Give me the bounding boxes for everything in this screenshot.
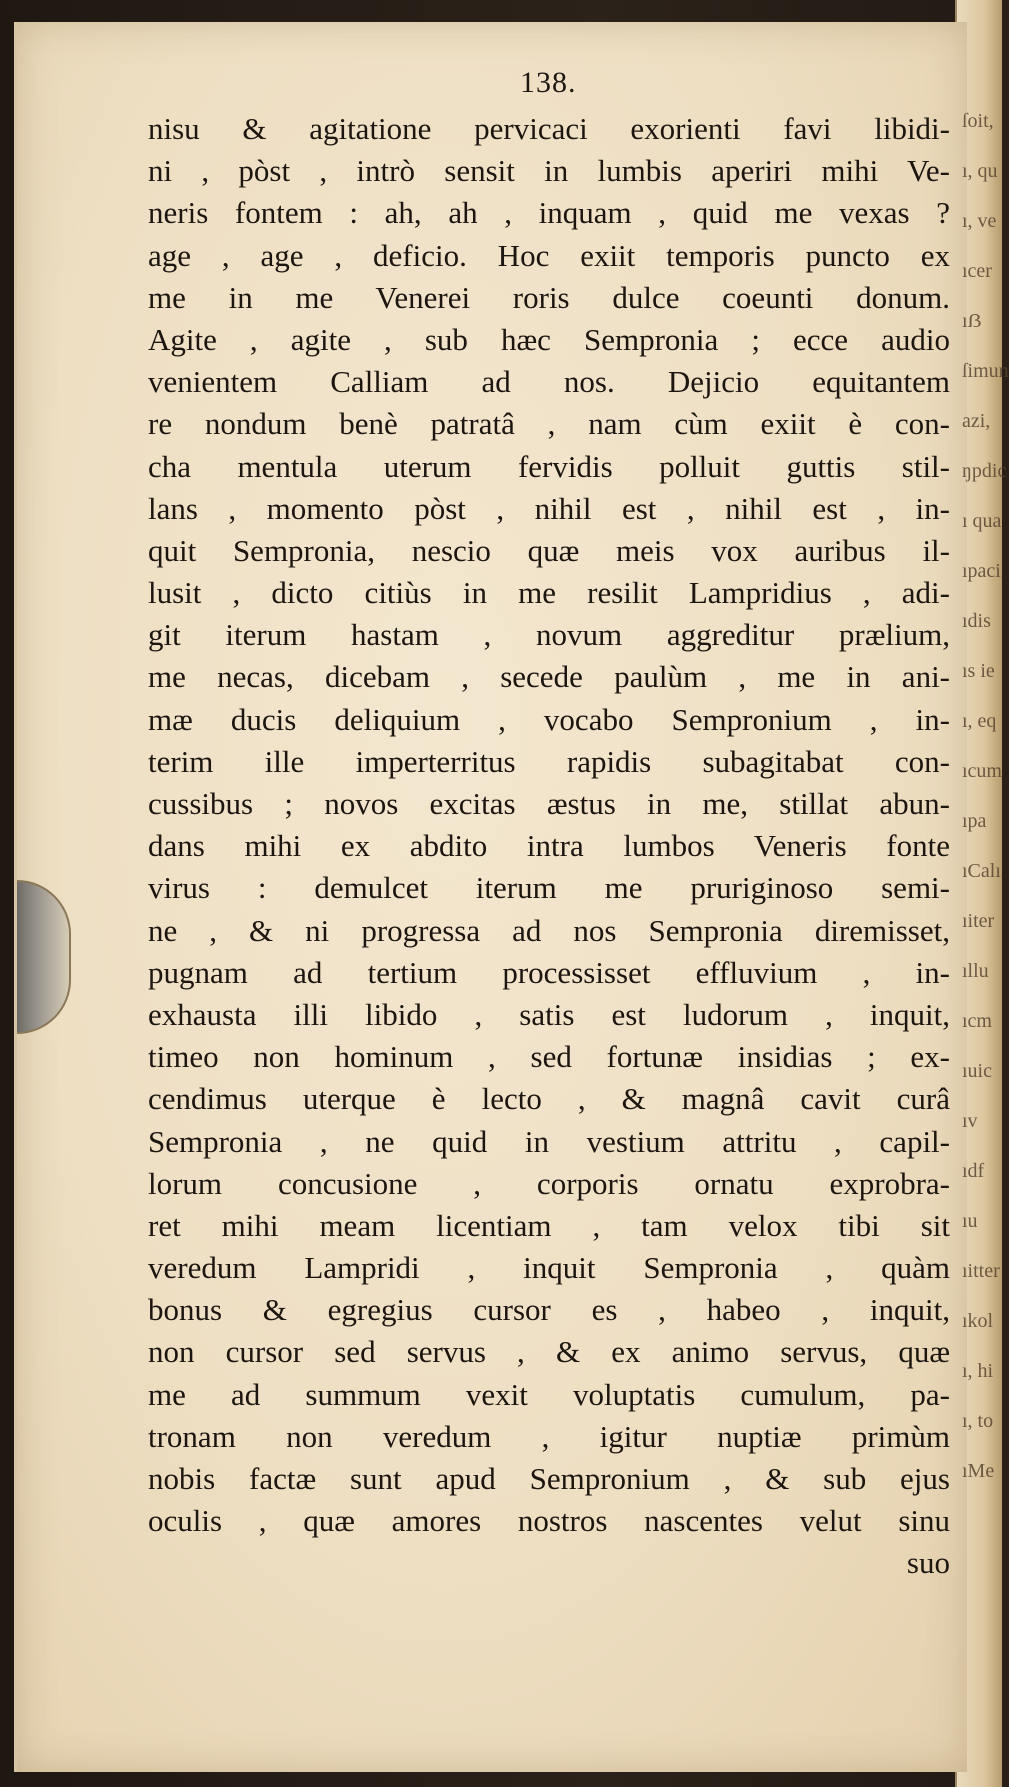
text-line: cussibus ; novos excitas æstus in me, stillat abun-: [148, 786, 950, 821]
text-line: lans , momento pòst , nihil est , nihil est , in-: [148, 490, 950, 526]
margin-fragment: ıẞ: [962, 310, 982, 332]
margin-fragment: ıitter: [962, 1260, 1000, 1282]
text-line: exhausta illi libido , satis est ludorum , inquit,: [148, 996, 950, 1032]
margin-fragment: azi,: [962, 410, 991, 432]
margin-fragment: ı, eq: [962, 710, 997, 732]
text-line: timeo non hominum , sed fortunæ insidias ; ex-: [148, 1039, 950, 1075]
text-line: Sempronia , ne quid in vestium attritu , capil-: [148, 1123, 950, 1159]
text-line: ni , pòst , intrò sensit in lumbis aperiri mihi Ve-: [148, 153, 950, 189]
margin-fragment: ı qua: [962, 510, 1002, 532]
margin-fragment: ıcm: [962, 1010, 992, 1032]
margin-fragment: ı, hi: [962, 1360, 994, 1382]
margin-fragment: ſimun: [962, 360, 1009, 382]
text-line: ne , & ni progressa ad nos Sempronia diremisset,: [148, 912, 950, 948]
margin-fragment: ıMe: [962, 1460, 995, 1482]
margin-fragment: ıu: [962, 1210, 978, 1232]
margin-fragment: ŋpdic: [962, 460, 1007, 482]
text-line: neris fontem : ah, ah , inquam , quid me vexas ?: [148, 195, 950, 231]
text-line: bonus & egregius cursor es , habeo , inquit,: [148, 1292, 950, 1328]
margin-fragment: ſoit,: [962, 110, 994, 132]
text-line: oculis , quæ amores nostros nascentes velut sinu: [148, 1503, 950, 1539]
text-line: Agite , agite , sub hæc Sempronia ; ecce audio: [148, 321, 950, 357]
text-line: lusit , dicto citiùs in me resilit Lampridius , adi-: [148, 575, 950, 611]
margin-fragment: ıkol: [962, 1310, 994, 1332]
margin-fragment: ıdf: [962, 1160, 985, 1182]
margin-fragment: ıiter: [962, 910, 995, 932]
text-line: cendimus uterque è lecto , & magnâ cavit curâ: [148, 1081, 950, 1117]
text-line: lorum concusione , corporis ornatu exprobra-: [148, 1165, 950, 1201]
text-line: cha mentula uterum fervidis polluit guttis stil-: [148, 448, 950, 484]
text-line: venientem Calliam ad nos. Dejicio equitantem: [148, 364, 950, 400]
text-line: me necas, dicebam , secede paulùm , me in ani-: [148, 659, 950, 695]
margin-fragment: ı, ve: [962, 210, 997, 232]
margin-fragment: ıpaci: [962, 560, 1001, 582]
margin-fragment: ıs ie: [962, 660, 995, 682]
text-line: veredum Lampridi , inquit Sempronia , quàm: [148, 1250, 950, 1286]
text-line: pugnam ad tertium processisset effluvium , in-: [148, 954, 950, 990]
text-line: re nondum benè patratâ , nam cùm exiit è con-: [148, 406, 950, 442]
margin-fragment: ıv: [962, 1110, 978, 1132]
catchword: suo: [906, 1545, 950, 1581]
margin-fragment: ıcum: [962, 760, 1002, 782]
text-line: virus : demulcet iterum me pruriginoso semi-: [148, 870, 950, 906]
margin-fragment: ıpa: [962, 810, 987, 832]
margin-fragment: ıllu: [962, 960, 989, 982]
text-line: mæ ducis deliquium , vocabo Sempronium , in-: [148, 701, 950, 737]
text-block: [148, 108, 950, 1585]
text-line: non cursor sed servus , & ex animo servus, quæ: [148, 1334, 950, 1370]
text-line: terim ille imperterritus rapidis subagitabat con-: [148, 743, 950, 779]
text-line: quit Sempronia, nescio quæ meis vox auribus il-: [148, 532, 950, 568]
text-line: age , age , deficio. Hoc exiit temporis puncto ex: [148, 237, 950, 273]
margin-fragment: ı, qu: [962, 160, 998, 182]
margin-fragment: ıdis: [962, 610, 991, 632]
text-line: me ad summum vexit voluptatis cumulum, pa-: [148, 1376, 950, 1412]
text-line: dans mihi ex abdito intra lumbos Veneris fonte: [148, 828, 950, 864]
text-line: tronam non veredum , igitur nuptiæ primùm: [148, 1418, 950, 1454]
text-line: ret mihi meam licentiam , tam velox tibi sit: [148, 1207, 950, 1243]
text-line: nisu & agitatione pervicaci exorienti favi libidi-: [148, 111, 950, 146]
margin-fragment: ıcer: [962, 260, 992, 282]
margin-fragment: ıuic: [962, 1060, 992, 1082]
margin-fragment: ı, to: [962, 1410, 994, 1432]
text-line: git iterum hastam , novum aggreditur prælium,: [148, 617, 950, 653]
page-number: 138.: [520, 66, 577, 99]
margin-fragment: ıCalı: [962, 860, 1001, 882]
text-line: nobis factæ sunt apud Sempronium , & sub ejus: [148, 1461, 950, 1496]
binding-hole: [17, 880, 71, 1034]
text-line: me in me Venerei roris dulce coeunti donum.: [148, 279, 950, 315]
